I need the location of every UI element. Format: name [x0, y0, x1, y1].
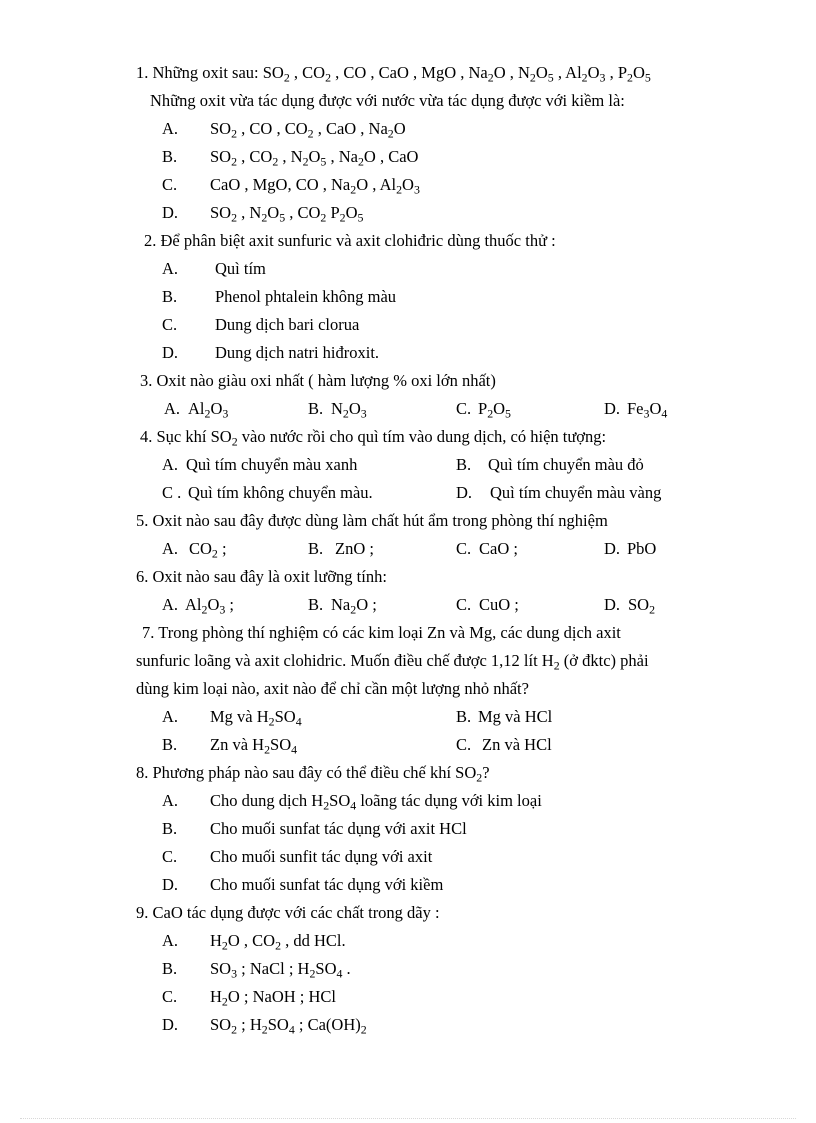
option-text: $H_2O$ ; NaOH ; HCl	[210, 987, 337, 1009]
question-1-stem-line2: Những oxit vừa tác dụng được với nước vừa tác dụng được với kiềm là:	[150, 91, 625, 110]
option-text: $SO_3$ ; NaCl ; $H_2SO_4$ .	[210, 959, 351, 981]
option-letter: D.	[162, 203, 179, 222]
question-3-stem: 3. Oxit nào giàu oxi nhất ( hàm lượng % oxi lớn nhất)	[140, 371, 496, 390]
option-letter: B.	[456, 455, 472, 474]
option-letter: C .	[162, 483, 182, 502]
option-text: Cho muối sunfat tác dụng với axit HCl	[210, 819, 467, 838]
option-text: $Al_2O_3$	[188, 399, 229, 421]
option-letter: D.	[604, 539, 621, 558]
option-letter: C.	[456, 735, 472, 754]
option-text: Cho muối sunfat tác dụng với kiềm	[210, 875, 444, 894]
option-text: $N_2O_3$	[331, 399, 367, 421]
option-letter: B.	[162, 735, 178, 754]
option-text: $SO_2$ , CO , $CO_2$ , CaO , $Na_2O$	[210, 119, 406, 141]
option-letter: B.	[308, 399, 324, 418]
option-text: Phenol phtalein không màu	[215, 287, 397, 306]
option-text: Cho dung dịch $H_2SO_4$ loãng tác dụng với kim loại	[210, 791, 542, 813]
option-text: Quì tím chuyển màu xanh	[186, 455, 358, 474]
option-text: $CO_2$ ;	[189, 539, 227, 561]
option-letter: A.	[162, 259, 179, 278]
option-text: $SO_2$ ; $H_2SO_4$ ; $Ca(OH)_2$	[210, 1015, 367, 1037]
option-letter: A.	[162, 539, 179, 558]
option-text: PbO	[627, 539, 657, 558]
option-text: Dung dịch bari clorua	[215, 315, 360, 334]
option-text: $H_2O$ , $CO_2$ , dd HCl.	[210, 931, 346, 953]
option-letter: A.	[162, 791, 179, 810]
option-text: $SO_2$ , $N_2O_5$ , $CO_2$ $P_2O_5$	[210, 203, 364, 225]
option-text: $Na_2O$ ;	[331, 595, 377, 617]
option-letter: B.	[162, 147, 178, 166]
option-text: $Al_2O_3$ ;	[185, 595, 235, 617]
option-letter: C.	[456, 399, 472, 418]
option-letter: C.	[162, 987, 178, 1006]
page-bottom-divider	[20, 1118, 796, 1119]
question-1-stem: 1. Những oxit sau: $SO_2$ , $CO_2$ , CO , CaO , MgO , $Na_2O$ , $N_2O_5$ , $Al_2O_3$ , $P_2O_5$	[136, 63, 651, 85]
option-letter: B.	[162, 959, 178, 978]
option-letter: A.	[162, 455, 179, 474]
option-letter: D.	[162, 343, 179, 362]
option-text: CuO ;	[479, 595, 519, 614]
option-text: $Fe_3O_4$	[627, 399, 668, 421]
option-text: Cho muối sunfit tác dụng với axit	[210, 847, 433, 866]
option-letter: C.	[456, 595, 472, 614]
question-6-stem: 6. Oxit nào sau đây là oxit lưỡng tính:	[136, 567, 387, 586]
option-letter: D.	[604, 399, 621, 418]
option-letter: B.	[308, 595, 324, 614]
option-letter: D.	[162, 875, 179, 894]
option-letter: C.	[456, 539, 472, 558]
option-text: $SO_2$	[628, 595, 656, 617]
option-letter: B.	[162, 287, 178, 306]
option-text: Mg và HCl	[478, 707, 553, 726]
option-letter: D.	[162, 1015, 179, 1034]
option-letter: D.	[604, 595, 621, 614]
question-2-stem: 2. Để phân biệt axit sunfuric và axit clohiđric dùng thuốc thử :	[144, 231, 556, 250]
option-text: ZnO ;	[335, 539, 374, 558]
option-text: Quì tím	[215, 259, 266, 278]
option-letter: A.	[162, 931, 179, 950]
question-4-stem: 4. Sục khí $SO_2$ vào nước rồi cho quì tím vào dung dịch, có hiện tượng:	[140, 427, 607, 449]
option-letter: B.	[308, 539, 324, 558]
option-letter: B.	[456, 707, 472, 726]
question-8-stem: 8. Phương pháp nào sau đây có thể điều chế khí $SO_2$?	[136, 763, 490, 785]
option-text: Zn và $H_2SO_4$	[210, 735, 298, 757]
option-text: Zn và HCl	[482, 735, 552, 754]
option-letter: C.	[162, 175, 178, 194]
question-7-stem-line2: sunfuric loãng và axit clohidric. Muốn điều chế được 1,12 lít $H_2$ (ở đktc) phải	[136, 651, 649, 673]
option-text: Quì tím không chuyển màu.	[188, 483, 373, 502]
option-text: CaO , MgO, CO , $Na_2O$ , $Al_2O_3$	[210, 175, 420, 197]
option-letter: A.	[164, 399, 181, 418]
option-text: $P_2O_5$	[478, 399, 511, 421]
option-text: Quì tím chuyển màu đỏ	[488, 455, 644, 474]
option-text: CaO ;	[479, 539, 518, 558]
question-5-stem: 5. Oxit nào sau đây được dùng làm chất hút ẩm trong phòng thí nghiệm	[136, 511, 608, 530]
option-letter: C.	[162, 315, 178, 334]
option-text: $SO_2$ , $CO_2$ , $N_2O_5$ , $Na_2O$ , CaO	[210, 147, 419, 169]
option-letter: D.	[456, 483, 473, 502]
option-letter: A.	[162, 595, 179, 614]
option-text: Mg và $H_2SO_4$	[210, 707, 302, 729]
question-9-stem: 9. CaO tác dụng được với các chất trong dãy :	[136, 903, 440, 922]
option-text: Dung dịch natri hiđroxit.	[215, 343, 380, 362]
option-letter: B.	[162, 819, 178, 838]
option-letter: A.	[162, 119, 179, 138]
option-letter: C.	[162, 847, 178, 866]
option-letter: A.	[162, 707, 179, 726]
option-text: Quì tím chuyển màu vàng	[490, 483, 662, 502]
question-7-stem: 7. Trong phòng thí nghiệm có các kim loại Zn và Mg, các dung dịch axit	[142, 623, 621, 642]
question-7-stem-line3: dùng kim loại nào, axit nào để chỉ cần một lượng nhỏ nhất?	[136, 679, 529, 698]
